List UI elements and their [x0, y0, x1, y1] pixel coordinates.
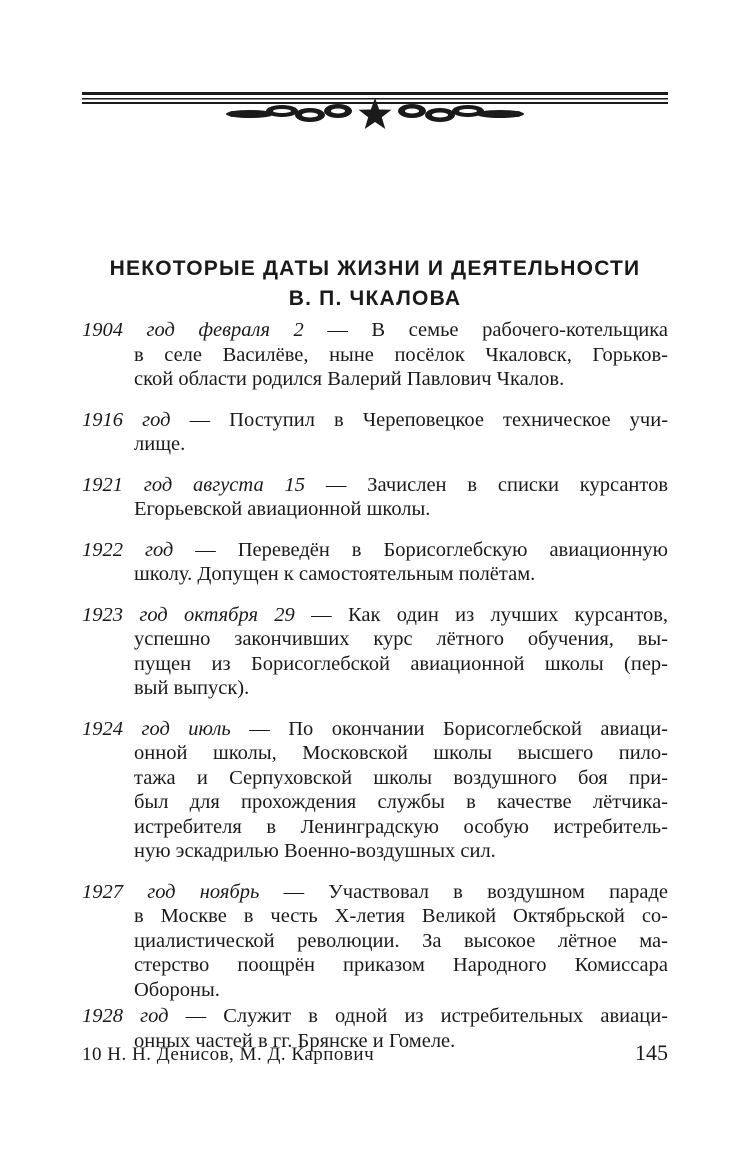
- decorative-ornament-header: [82, 84, 668, 134]
- entry-line: тажа и Серпуховской школы воздушного боя при-: [134, 766, 668, 789]
- chronology-entry-1921: [82, 473, 668, 522]
- entry-line: Егорьевской авиационной школы.: [134, 498, 431, 520]
- entry-line: в селе Василёве, ныне посёлок Чкаловск, Горьков-: [134, 343, 668, 366]
- entry-text: Как один из лучших курсантов,: [348, 603, 669, 626]
- page-footer: [82, 1040, 668, 1066]
- entry-date: 1921 год августа 15: [82, 473, 306, 496]
- entry-date: 1904 год февраля 2: [82, 319, 304, 341]
- entry-line: был для прохождения службы в качестве лётчика-: [134, 791, 668, 813]
- entry-first-line: 1921 год августа 15 — Зачислен в списки курсантов: [82, 473, 669, 496]
- entry-text: Служит в одной из истребительных авиаци-: [223, 1005, 669, 1027]
- entry-line: в Москве в честь X-летия Великой Октябрьской со-: [134, 905, 668, 927]
- entry-line: вый выпуск).: [134, 677, 250, 699]
- page-heading: [80, 254, 670, 314]
- chronology-entry-1904: [82, 318, 668, 392]
- heading-line-2: В. П. ЧКАЛОВА: [288, 287, 462, 310]
- entry-line: школу. Допущен к самостоятельным полётам.: [134, 563, 536, 585]
- entry-line: ную эскадрилью Военно-воздушных сил.: [134, 840, 496, 862]
- entry-line: циалистической революции. За высокое лётное ма-: [134, 929, 668, 952]
- page-number: 145: [635, 1040, 668, 1065]
- entry-line: пущен из Борисоглебской авиационной школы (пер-: [134, 652, 668, 675]
- entry-line: ской области родился Валерий Павлович Чкалов.: [134, 368, 565, 390]
- entry-line: успешно закончивших курс лётного обучения, вы-: [134, 628, 668, 650]
- entry-line: Обороны.: [134, 978, 220, 1001]
- entry-text: По окончании Борисоглебской авиаци-: [288, 717, 669, 740]
- entry-first-line: 1927 год ноябрь — Участвовал в воздушном параде: [82, 880, 669, 903]
- entry-text: Зачислен в списки курсантов: [367, 473, 669, 496]
- entry-text: Переведён в Борисоглебскую авиационную: [237, 538, 668, 561]
- entry-first-line: 1904 год февраля 2 — В семье рабочего-котельщика: [82, 319, 669, 341]
- chronology-entry-1922: [82, 538, 668, 587]
- chronology-entry-1924: [82, 717, 668, 864]
- chronology-entry-1923: [82, 603, 668, 701]
- entry-first-line: 1924 год июль — По окончании Борисоглебской авиаци-: [82, 717, 669, 740]
- entry-line: стерство поощрён приказом Народного Комиссара: [134, 954, 668, 976]
- printer-signature: 10 Н. Н. Денисов, М. Д. Карпович: [82, 1044, 375, 1065]
- chronology-entry-1927: [82, 880, 668, 1003]
- entry-date: 1916 год: [82, 408, 171, 431]
- entry-line: онной школы, Московской школы высшего пило-: [134, 742, 668, 764]
- entry-date: 1927 год ноябрь: [82, 880, 260, 903]
- chronology-list: [82, 318, 668, 1053]
- entry-date: 1924 год июль: [82, 717, 231, 740]
- heading-line-1: НЕКОТОРЫЕ ДАТЫ ЖИЗНИ И ДЕЯТЕЛЬНОСТИ: [109, 257, 641, 280]
- entry-first-line: 1916 год — Поступил в Череповецкое техническое учи-: [82, 408, 669, 431]
- entry-line: онных частей в гг. Брянске и Гомеле.: [134, 1029, 456, 1052]
- entry-date: 1923 год октября 29: [82, 603, 295, 626]
- entry-text: В семье рабочего-котельщика: [371, 319, 669, 341]
- entry-date: 1922 год: [82, 538, 174, 561]
- entry-text: Участвовал в воздушном параде: [328, 880, 669, 903]
- entry-line: лище.: [134, 433, 186, 455]
- entry-text: Поступил в Череповецкое техническое учи-: [229, 408, 669, 431]
- entry-date: 1928 год: [82, 1005, 169, 1027]
- entry-line: истребителя в Ленинградскую особую истребитель-: [134, 815, 668, 838]
- chronology-entry-1916: [82, 408, 668, 457]
- entry-first-line: 1923 год октября 29 — Как один из лучших курсантов,: [82, 603, 669, 626]
- entry-first-line: 1922 год — Переведён в Борисоглебскую авиационную: [82, 538, 668, 561]
- entry-first-line: 1928 год — Служит в одной из истребительных авиаци-: [82, 1005, 669, 1027]
